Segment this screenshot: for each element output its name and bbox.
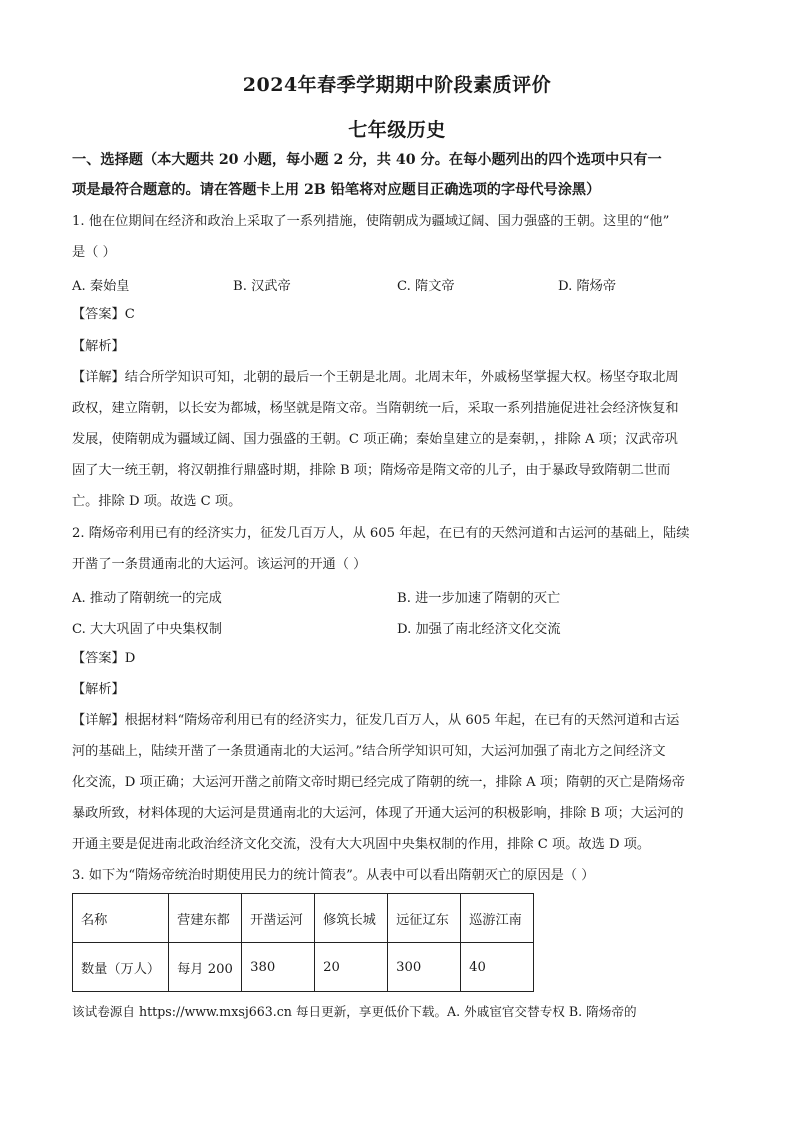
q1-detail-line3: 发展，使隋朝成为疆域辽阔、国力强盛的王朝。C 项正确；秦始皇建立的是秦朝，，排除 A 项；汉武帝巩: [72, 432, 678, 447]
q2-analysis-label: 【解析】: [72, 682, 125, 697]
q1-detail-line4: 固了大一统王朝，将汉朝推行鼎盛时期，排除 B 项；隋炀帝是隋文帝的儿子，由于暴政导致隋朝二世而: [72, 463, 671, 478]
table-cell: 40: [461, 943, 534, 992]
q3-stem: 3. 如下为“隋炀帝统治时期使用民力的统计简表”。从表中可以看出隋朝灭亡的原因是（ ）: [72, 868, 595, 883]
q2-option-d: D. 加强了南北经济文化交流: [397, 622, 561, 637]
table-header-cell: 巡游江南: [461, 894, 534, 943]
q2-option-c: C. 大大巩固了中央集权制: [72, 622, 222, 637]
q1-detail-line2: 政权，建立隋朝，以长安为都城，杨坚就是隋文帝。当隋朝统一后，采取一系列措施促进社会经济恢复和: [72, 401, 679, 416]
q1-stem-line2: 是（ ）: [72, 245, 116, 260]
q2-detail-line2: 河的基础上，陆续开凿了一条贯通南北的大运河。”结合所学知识可知，大运河加强了南北方之间经济文: [72, 744, 666, 759]
table-header-row: [73, 894, 534, 943]
table-cell: 300: [388, 943, 461, 992]
table-header-cell: 名称: [73, 894, 169, 943]
q2-detail-line4: 暴政所致，材料体现的大运河是贯通南北的大运河，体现了开通大运河的积极影响，排除 B 项；大运河的: [72, 806, 684, 821]
table-cell: 数量（万人）: [73, 943, 169, 992]
exam-title: 2024年春季学期期中阶段素质评价: [242, 74, 552, 96]
q2-option-a: A. 推动了隋朝统一的完成: [72, 591, 222, 606]
q2-detail-line3: 化交流，D 项正确；大运河开凿之前隋文帝时期已经完成了隋朝的统一，排除 A 项；隋朝的灭亡是隋炀帝: [72, 775, 685, 790]
exam-subtitle: 七年级历史: [348, 119, 446, 141]
table-cell: 20: [315, 943, 388, 992]
section-heading-line2: 项是最符合题意的。请在答题卡上用 2B 铅笔将对应题目正确选项的字母代号涂黑）: [72, 182, 601, 198]
table-header-cell: 修筑长城: [315, 894, 388, 943]
q1-option-d: D. 隋炀帝: [558, 279, 617, 294]
table-cell: 380: [242, 943, 315, 992]
q2-option-b: B. 进一步加速了隋朝的灭亡: [397, 591, 561, 606]
table-cell: 每月 200: [169, 943, 242, 992]
q1-stem-line1: 1. 他在位期间在经济和政治上采取了一系列措施，使隋朝成为疆域辽阔、国力强盛的王朝。这里的“他”: [72, 214, 670, 229]
table-header-cell: 远征辽东: [388, 894, 461, 943]
q1-analysis-label: 【解析】: [72, 339, 125, 354]
q1-detail-line5: 亡。排除 D 项。故选 C 项。: [72, 494, 242, 509]
q2-stem-line1: 2. 隋炀帝利用已有的经济实力，征发几百万人，从 605 年起，在已有的天然河道和古运河的基础上，陆续: [72, 526, 690, 541]
table-header-cell: 开凿运河: [242, 894, 315, 943]
table-header-cell: 营建东都: [169, 894, 242, 943]
q1-option-c: C. 隋文帝: [397, 279, 455, 294]
q2-detail-line5: 开通主要是促进南北政治经济文化交流，没有大大巩固中央集权制的作用，排除 C 项。故选 D 项。: [72, 837, 651, 852]
table-row: [73, 943, 534, 992]
q2-stem-line2: 开凿了一条贯通南北的大运河。该运河的开通（ ）: [72, 557, 367, 572]
q2-answer: 【答案】D: [72, 651, 136, 666]
q1-detail-line1: 【详解】结合所学知识可知，北朝的最后一个王朝是北周。北周末年，外戚杨坚掌握大权。杨坚夺取北周: [72, 370, 679, 385]
labor-statistics-table: [72, 893, 534, 992]
q1-option-a: A. 秦始皇: [72, 279, 130, 294]
q1-answer: 【答案】C: [72, 307, 135, 322]
q2-detail-line1: 【详解】根据材料“隋炀帝利用已有的经济实力，征发几百万人，从 605 年起，在已有的天然河道和古运: [72, 713, 680, 728]
section-heading-line1: 一、选择题（本大题共 20 小题，每小题 2 分，共 40 分。在每小题列出的四个选项中只有一: [72, 152, 662, 168]
q1-option-b: B. 汉武帝: [233, 279, 291, 294]
source-footer-line: 该试卷源自 https://www.mxsj663.cn 每日更新，享更低价下载。A. 外戚宦官交替专权 B. 隋炀帝的: [72, 1004, 637, 1019]
